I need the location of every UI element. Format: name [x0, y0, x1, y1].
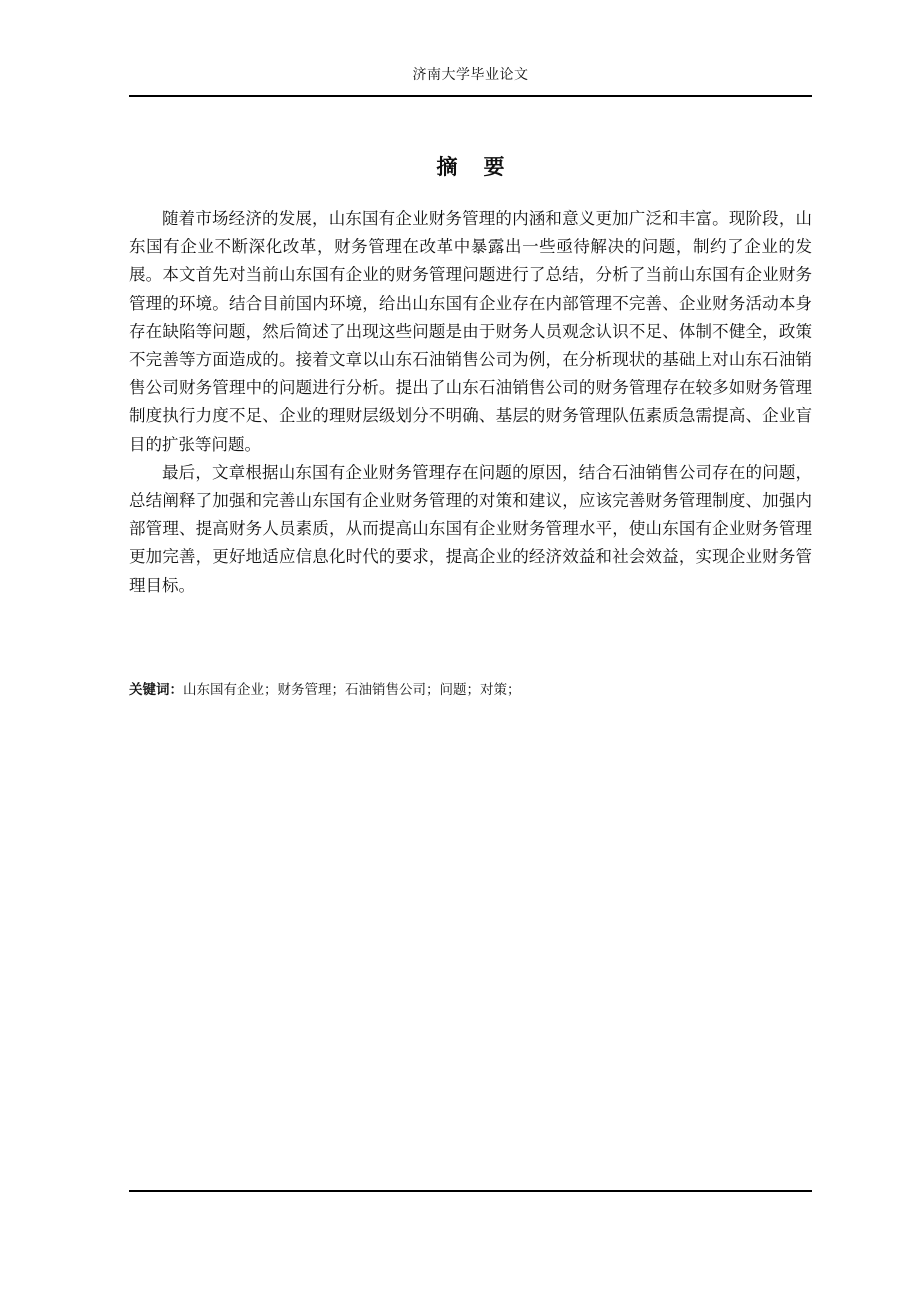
abstract-paragraph-2: 最后，文章根据山东国有企业财务管理存在问题的原因，结合石油销售公司存在的问题，总结阐释了加强和完善山东国有企业财务管理的对策和建议，应该完善财务管理制度、加强内部管理、提高财务人员素质，从而提高山东国有企业财务管理水平，使山东国有企业财务管理更加完善，更好地适应信息化时代的要求，提高企业的经济效益和社会效益，实现企业财务管理目标。 [129, 462, 812, 595]
abstract-body [129, 205, 812, 600]
abstract-paragraph-1: 随着市场经济的发展，山东国有企业财务管理的内涵和意义更加广泛和丰富。现阶段，山东国有企业不断深化改革，财务管理在改革中暴露出一些亟待解决的问题，制约了企业的发展。本文首先对当前山东国有企业的财务管理问题进行了总结，分析了当前山东国有企业财务管理的环境。结合目前国内环境，给出山东国有企业存在内部管理不完善、企业财务活动本身存在缺陷等问题，然后简述了出现这些问题是由于财务人员观念认识不足、体制不健全，政策不完善等方面造成的。接着文章以山东石油销售公司为例，在分析现状的基础上对山东石油销售公司财务管理中的问题进行分析。提出了山东石油销售公司的财务管理存在较多如财务管理制度执行力度不足、企业的理财层级划分不明确、基层的财务管理队伍素质急需提高、企业盲目的扩张等问题。 [129, 209, 812, 454]
header-rule [129, 95, 812, 97]
footer-rule [129, 1190, 812, 1192]
running-header: 济南大学毕业论文 [412, 67, 529, 83]
abstract-title: 摘要 [436, 154, 531, 179]
keywords-text: 山东国有企业；财务管理；石油销售公司；问题；对策； [183, 682, 521, 698]
keywords-label: 关键词： [129, 682, 183, 698]
keywords-line [129, 679, 812, 701]
watermark-text: zixin.com.cn [430, 589, 718, 645]
